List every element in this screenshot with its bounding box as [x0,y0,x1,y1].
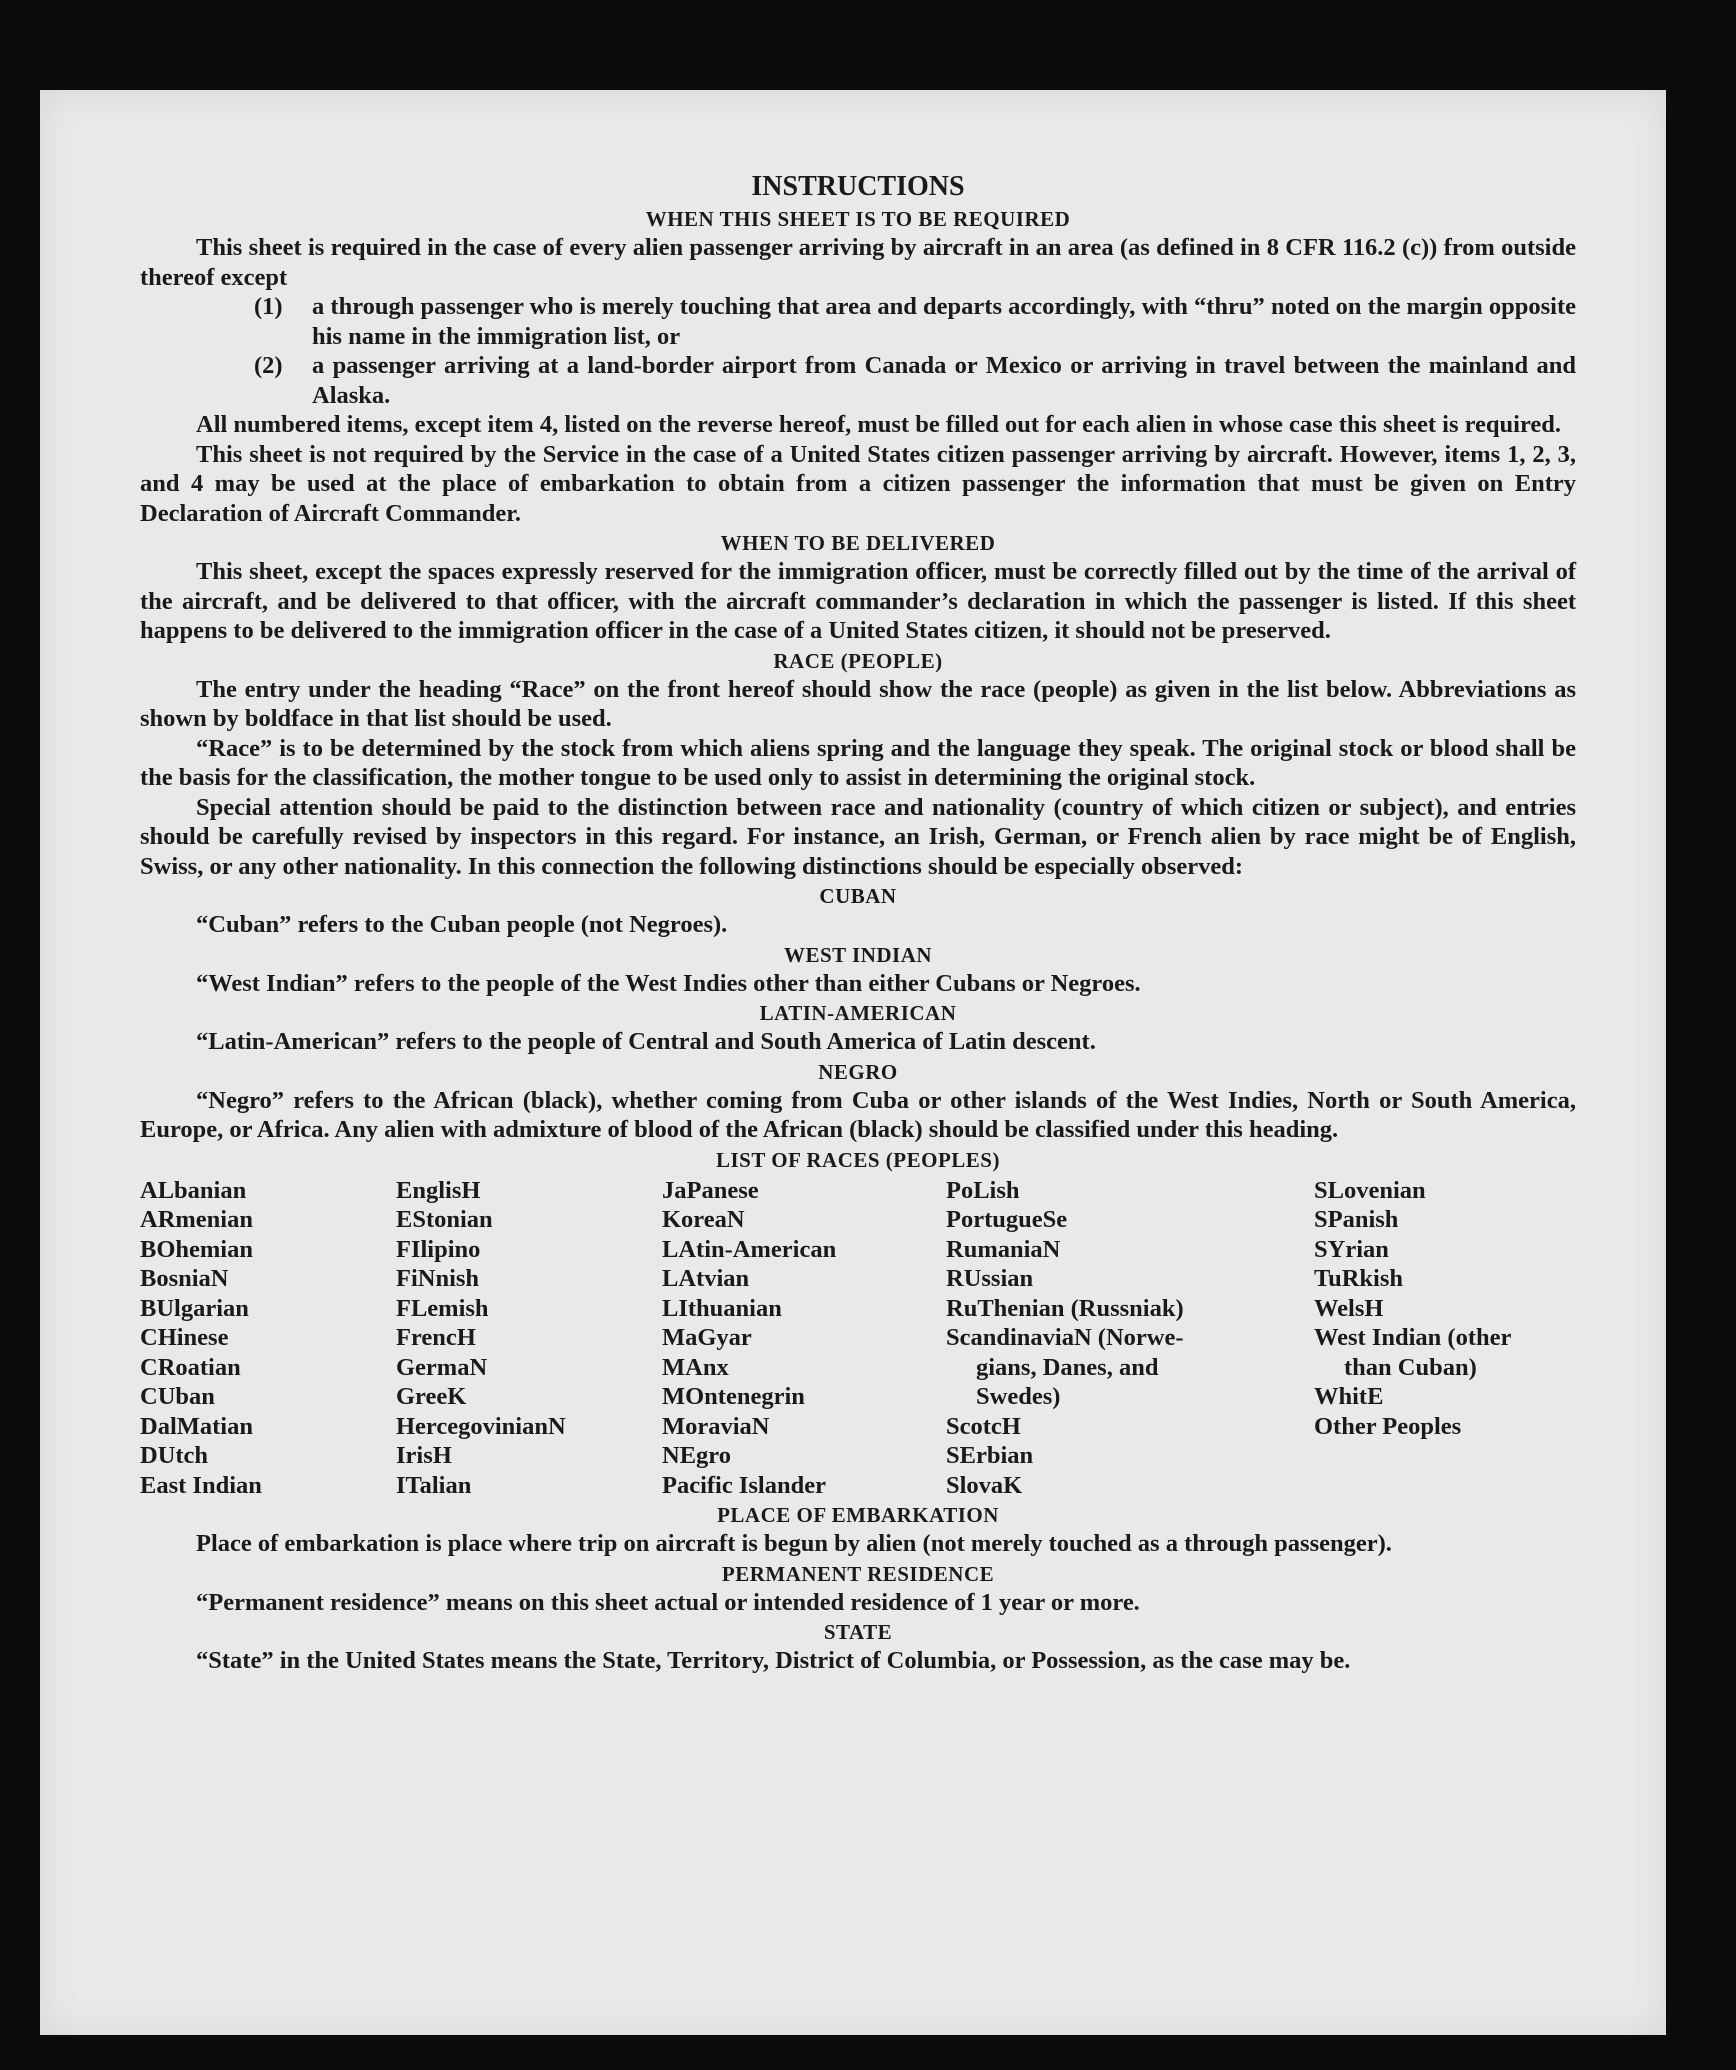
race-name: RuThenian (Russniak) [946,1294,1184,1322]
race-name: MoraviaN [662,1412,770,1440]
race-name: West Indian (other [1314,1324,1512,1351]
heading-required: WHEN THIS SHEET IS TO BE REQUIRED [645,207,1071,231]
race-name: ITalian [396,1471,472,1499]
heading-embarkation: PLACE OF EMBARKATION [717,1503,999,1527]
race-name: SPanish [1314,1206,1399,1233]
instructions-content [140,170,1576,1676]
heading-race: RACE (PEOPLE) [773,648,943,673]
heading-delivered: WHEN TO BE DELIVERED [720,531,996,555]
paragraph-race-1: The entry under the heading “Race” on the front hereof should show the race (people) as given in the list below. Abbreviations as shown by boldface in that list should be used. [140,675,1576,732]
paragraph-required-2: All numbered items, except item 4, listed on the reverse hereof, must be filled out for each alien in whose case this sheet is required. [196,411,1562,438]
race-name: HercegovinianN [396,1412,566,1440]
race-name: EnglisH [396,1176,481,1204]
race-name: FLemish [396,1294,489,1322]
item-number: (2) [254,352,283,379]
paragraph-required-1: This sheet is required in the case of every alien passenger arriving by aircraft in an area (as defined in 8 CFR 116.2 (c)) from outside thereof except [140,234,1576,291]
paragraph-embarkation: Place of embarkation is place where trip on aircraft is begun by alien (not merely touched as a through passenger). [196,1530,1392,1557]
race-name: Swedes) [976,1383,1061,1410]
race-name: Pacific Islander [662,1471,826,1499]
race-name: MaGyar [662,1324,752,1351]
item-text: a passenger arriving at a land-border airport from Canada or Mexico or arriving in travel between the mainland and Alaska. [312,352,1576,409]
race-name: SYrian [1314,1235,1389,1263]
paragraph-west-indian: “West Indian” refers to the people of the West Indies other than either Cubans or Negroes. [196,969,1141,997]
race-name: ARmenian [140,1206,253,1233]
race-name: WelsH [1314,1294,1384,1322]
race-name: SLovenian [1314,1176,1426,1204]
race-name: CRoatian [140,1353,241,1381]
paragraph-negro: “Negro” refers to the African (black), whether coming from Cuba or other islands of the West Indies, North or South America, Europe, or Africa. Any alien with admixture of blood of the African (black) should be classified under this heading. [140,1086,1576,1143]
race-name: PoLish [946,1176,1020,1204]
race-name: Other Peoples [1314,1412,1462,1440]
race-name: than Cuban) [1344,1353,1477,1381]
race-name: FrencH [396,1324,476,1351]
race-name: BOhemian [140,1235,253,1263]
race-name: BosniaN [140,1265,229,1292]
paragraph-race-2: “Race” is to be determined by the stock from which aliens spring and the language they speak. The original stock or blood shall be the basis for the classification, the mother tongue to be used only to assist in determining the original stock. [140,734,1576,791]
race-name: FIlipino [396,1235,481,1263]
race-name: MOntenegrin [662,1383,805,1410]
race-name: CUban [140,1383,215,1410]
heading-negro: NEGRO [818,1059,898,1084]
race-name: East Indian [140,1471,262,1499]
race-name: TuRkish [1314,1265,1404,1292]
heading-list-of-races: LIST OF RACES (PEOPLES) [716,1147,1000,1172]
race-name: SErbian [946,1442,1034,1469]
paragraph-latin-american: “Latin-American” refers to the people of Central and South America of Latin descent. [196,1028,1096,1055]
race-name: RumaniaN [946,1235,1061,1263]
races-table [140,1176,1576,1501]
race-name: LAtvian [662,1265,750,1292]
paragraph-required-3: This sheet is not required by the Service in the case of a United States citizen passenger arriving by aircraft. However, items 1, 2, 3, and 4 may be used at the place of embarkation to obtain from a citizen passenger the information that must be given on Entry Declaration of Aircraft Commander. [140,440,1576,527]
race-name: LAtin-American [662,1235,837,1263]
list-item [254,351,1576,410]
races-column-4 [946,1176,1314,1501]
race-name: IrisH [396,1442,452,1469]
race-name: ScandinaviaN (Norwe- [946,1324,1184,1351]
race-name: GreeK [396,1383,467,1410]
paragraph-delivered: This sheet, except the spaces expressly reserved for the immigration officer, must be correctly filled out by the time of the arrival of the aircraft, and be delivered to that officer, with the aircraft commander’s declaration in which the passenger is listed. If this sheet happens to be delivered to the immigration officer in the case of a United States citizen, it should not be preserved. [140,558,1576,644]
race-name: LIthuanian [662,1294,782,1322]
race-name: CHinese [140,1324,229,1351]
race-name: SlovaK [946,1471,1023,1499]
races-column-1 [140,1176,396,1501]
paragraph-race-3: Special attention should be paid to the distinction between race and nationality (country of which citizen or subject), and entries should be carefully revised by inspectors in this regard. For instance, an Irish, German, or French alien by race might be of English, Swiss, or any other nationality. In this connection the following distinctions should be especially observed: [140,793,1576,880]
item-number: (1) [254,293,283,320]
paragraph-cuban: “Cuban” refers to the Cuban people (not Negroes). [196,911,728,938]
race-name: DalMatian [140,1412,253,1440]
page-title: INSTRUCTIONS [751,171,965,202]
heading-cuban: CUBAN [819,884,897,908]
race-name: ScotcH [946,1412,1021,1440]
race-name: JaPanese [662,1176,759,1204]
race-name: EStonian [396,1206,493,1233]
races-column-5 [1314,1176,1576,1501]
heading-west-indian: WEST INDIAN [783,942,933,967]
race-name: GermaN [396,1353,488,1381]
race-name: PortugueSe [946,1206,1068,1233]
heading-state: STATE [823,1620,893,1644]
race-name: FiNnish [396,1265,480,1292]
heading-residence: PERMANENT RESIDENCE [721,1561,995,1586]
races-column-2 [396,1176,662,1501]
race-name: WhitE [1314,1383,1384,1410]
race-name: NEgro [662,1442,731,1469]
paragraph-state: “State” in the United States means the State, Territory, District of Columbia, or Possession, as the case may be. [196,1647,1351,1674]
list-item [254,292,1576,351]
race-name: ALbanian [140,1176,247,1204]
race-name: MAnx [662,1353,729,1381]
races-column-3 [662,1176,946,1501]
race-name: KoreaN [662,1206,745,1233]
race-name: RUssian [946,1265,1034,1292]
race-name: BUlgarian [140,1294,249,1322]
race-name: gians, Danes, and [976,1353,1159,1381]
heading-latin-american: LATIN-AMERICAN [759,1001,957,1025]
race-name: DUtch [140,1442,209,1469]
item-text: a through passenger who is merely touching that area and departs accordingly, with “thru” noted on the margin opposite his name in the immigration list, or [312,293,1576,350]
paragraph-residence: “Permanent residence” means on this sheet actual or intended residence of 1 year or more. [196,1588,1140,1616]
document-sheet [40,90,1666,2035]
